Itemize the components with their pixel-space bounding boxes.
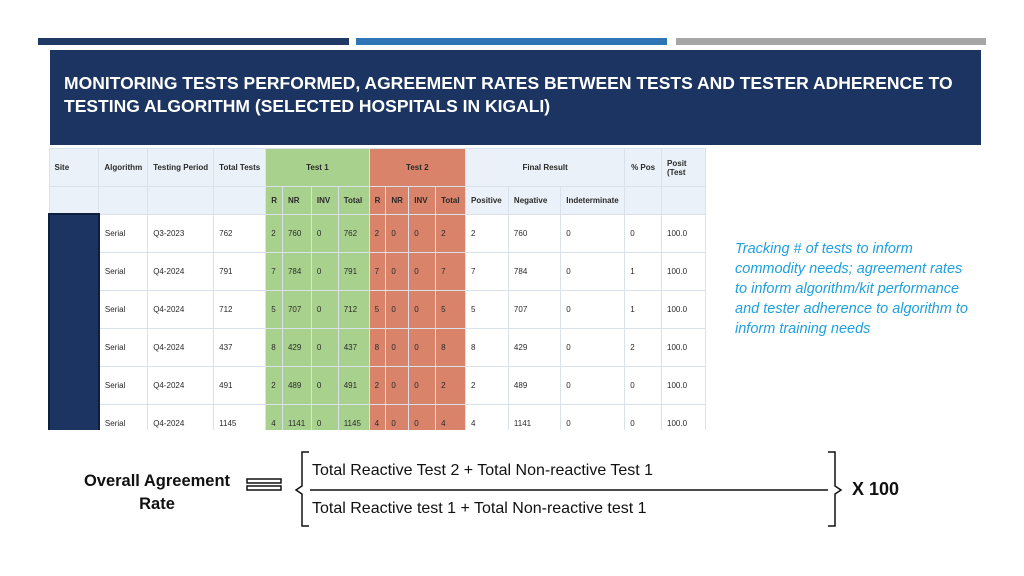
cell-t2-inv: 0 [409, 290, 436, 328]
cell-ind: 0 [561, 214, 625, 252]
cell-posit: 100.0 [662, 214, 706, 252]
sub-t2-inv: INV [409, 187, 436, 215]
cell-algo: Serial [99, 366, 148, 404]
cell-t1-nr: 1141 [282, 404, 311, 430]
cell-ind: 0 [561, 404, 625, 430]
col-posit: Posit (Test [662, 149, 706, 187]
cell-ind: 0 [561, 290, 625, 328]
sub-t1-nr: NR [282, 187, 311, 215]
cell-t1-inv: 0 [311, 252, 338, 290]
cell-posit: 100.0 [662, 328, 706, 366]
cell-t2-nr: 0 [386, 366, 409, 404]
cell-t1-total: 491 [338, 366, 369, 404]
sub-t2-nr: NR [386, 187, 409, 215]
cell-t2-nr: 0 [386, 328, 409, 366]
cell-pos: 2 [466, 366, 509, 404]
cell-t2-nr: 0 [386, 252, 409, 290]
cell-posit: 100.0 [662, 252, 706, 290]
cell-pct: 1 [625, 252, 662, 290]
cell-pct: 0 [625, 214, 662, 252]
cell-neg: 429 [508, 328, 560, 366]
cell-t1-nr: 429 [282, 328, 311, 366]
cell-t1-nr: 784 [282, 252, 311, 290]
formula-multiplier: X 100 [852, 479, 900, 499]
cell-t1-total: 762 [338, 214, 369, 252]
col-final-result: Final Result [466, 149, 625, 187]
cell-t2-r: 8 [369, 328, 386, 366]
cell-t1-nr: 489 [282, 366, 311, 404]
formula-label: Overall Agreement Rate [83, 472, 231, 513]
col-test1: Test 1 [266, 149, 369, 187]
cell-t2-nr: 0 [386, 404, 409, 430]
cell-ind: 0 [561, 328, 625, 366]
cell-algo: Serial [99, 404, 148, 430]
formula-denominator: Total Reactive test 1 + Total Non-reactive test 1 [312, 500, 647, 517]
cell-t2-total: 2 [436, 366, 466, 404]
cell-algo: Serial [99, 328, 148, 366]
cell-t1-inv: 0 [311, 328, 338, 366]
formula-numerator: Total Reactive Test 2 + Total Non-reactive Test 1 [312, 462, 654, 479]
cell-t2-total: 8 [436, 328, 466, 366]
cell-t2-r: 4 [369, 404, 386, 430]
cell-pos: 5 [466, 290, 509, 328]
cell-pos: 4 [466, 404, 509, 430]
cell-pct: 0 [625, 366, 662, 404]
cell-ind: 0 [561, 252, 625, 290]
cell-period: Q4-2024 [148, 290, 214, 328]
cell-t2-r: 2 [369, 366, 386, 404]
cell-t1-inv: 0 [311, 214, 338, 252]
col-site: Site [49, 149, 99, 187]
cell-t1-inv: 0 [311, 404, 338, 430]
cell-posit: 100.0 [662, 404, 706, 430]
cell-algo: Serial [99, 252, 148, 290]
cell-pct: 0 [625, 404, 662, 430]
cell-t2-inv: 0 [409, 214, 436, 252]
cell-pos: 2 [466, 214, 509, 252]
cell-t1-nr: 707 [282, 290, 311, 328]
cell-t1-r: 7 [266, 252, 283, 290]
cell-t1-inv: 0 [311, 366, 338, 404]
cell-t1-r: 2 [266, 214, 283, 252]
cell-t1-total: 1145 [338, 404, 369, 430]
cell-pct: 1 [625, 290, 662, 328]
cell-t2-inv: 0 [409, 328, 436, 366]
slide-title: MONITORING TESTS PERFORMED, AGREEMENT RATES BETWEEN TESTS AND TESTER ADHERENCE TO TESTING ALGORITHM (SELECTED HOSPITALS IN KIGALI) [64, 73, 953, 116]
cell-t2-total: 4 [436, 404, 466, 430]
cell-t1-total: 712 [338, 290, 369, 328]
cell-total: 437 [214, 328, 266, 366]
cell-t1-inv: 0 [311, 290, 338, 328]
col-total-tests: Total Tests [214, 149, 266, 187]
col-testing-period: Testing Period [148, 149, 214, 187]
cell-t1-total: 791 [338, 252, 369, 290]
cell-total: 1145 [214, 404, 266, 430]
cell-algo: Serial [99, 214, 148, 252]
sub-t2-total: Total [436, 187, 466, 215]
cell-neg: 707 [508, 290, 560, 328]
cell-t2-r: 7 [369, 252, 386, 290]
sub-t1-total: Total [338, 187, 369, 215]
cell-period: Q4-2024 [148, 404, 214, 430]
cell-t1-nr: 760 [282, 214, 311, 252]
cell-neg: 489 [508, 366, 560, 404]
cell-algo: Serial [99, 290, 148, 328]
cell-posit: 100.0 [662, 366, 706, 404]
cell-t2-r: 5 [369, 290, 386, 328]
col-algorithm: Algorithm [99, 149, 148, 187]
sub-positive: Positive [466, 187, 509, 215]
cell-period: Q4-2024 [148, 366, 214, 404]
sub-negative: Negative [508, 187, 560, 215]
sub-t1-inv: INV [311, 187, 338, 215]
cell-period: Q3-2023 [148, 214, 214, 252]
cell-ind: 0 [561, 366, 625, 404]
cell-neg: 784 [508, 252, 560, 290]
cell-t1-r: 5 [266, 290, 283, 328]
cell-t1-r: 8 [266, 328, 283, 366]
cell-t2-total: 5 [436, 290, 466, 328]
cell-pct: 2 [625, 328, 662, 366]
col-pct-pos: % Pos [625, 149, 662, 187]
cell-period: Q4-2024 [148, 252, 214, 290]
cell-posit: 100.0 [662, 290, 706, 328]
cell-t2-total: 7 [436, 252, 466, 290]
cell-neg: 1141 [508, 404, 560, 430]
cell-total: 762 [214, 214, 266, 252]
sub-t1-r: R [266, 187, 283, 215]
cell-pos: 8 [466, 328, 509, 366]
cell-t1-total: 437 [338, 328, 369, 366]
tracking-note: Tracking # of tests to inform commodity needs; agreement rates to inform algorithm/kit performance and tester adherence to algorithm to inform training needs [735, 241, 968, 337]
cell-t2-nr: 0 [386, 214, 409, 252]
cell-period: Q4-2024 [148, 328, 214, 366]
cell-t2-nr: 0 [386, 290, 409, 328]
cell-neg: 760 [508, 214, 560, 252]
cell-t2-inv: 0 [409, 404, 436, 430]
col-test2: Test 2 [369, 149, 465, 187]
cell-t2-total: 2 [436, 214, 466, 252]
cell-t1-r: 2 [266, 366, 283, 404]
cell-pos: 7 [466, 252, 509, 290]
sub-t2-r: R [369, 187, 386, 215]
cell-t2-inv: 0 [409, 252, 436, 290]
cell-total: 791 [214, 252, 266, 290]
sub-indeterminate: Indeterminate [561, 187, 625, 215]
cell-total: 491 [214, 366, 266, 404]
cell-t2-inv: 0 [409, 366, 436, 404]
cell-t1-r: 4 [266, 404, 283, 430]
cell-total: 712 [214, 290, 266, 328]
cell-t2-r: 2 [369, 214, 386, 252]
